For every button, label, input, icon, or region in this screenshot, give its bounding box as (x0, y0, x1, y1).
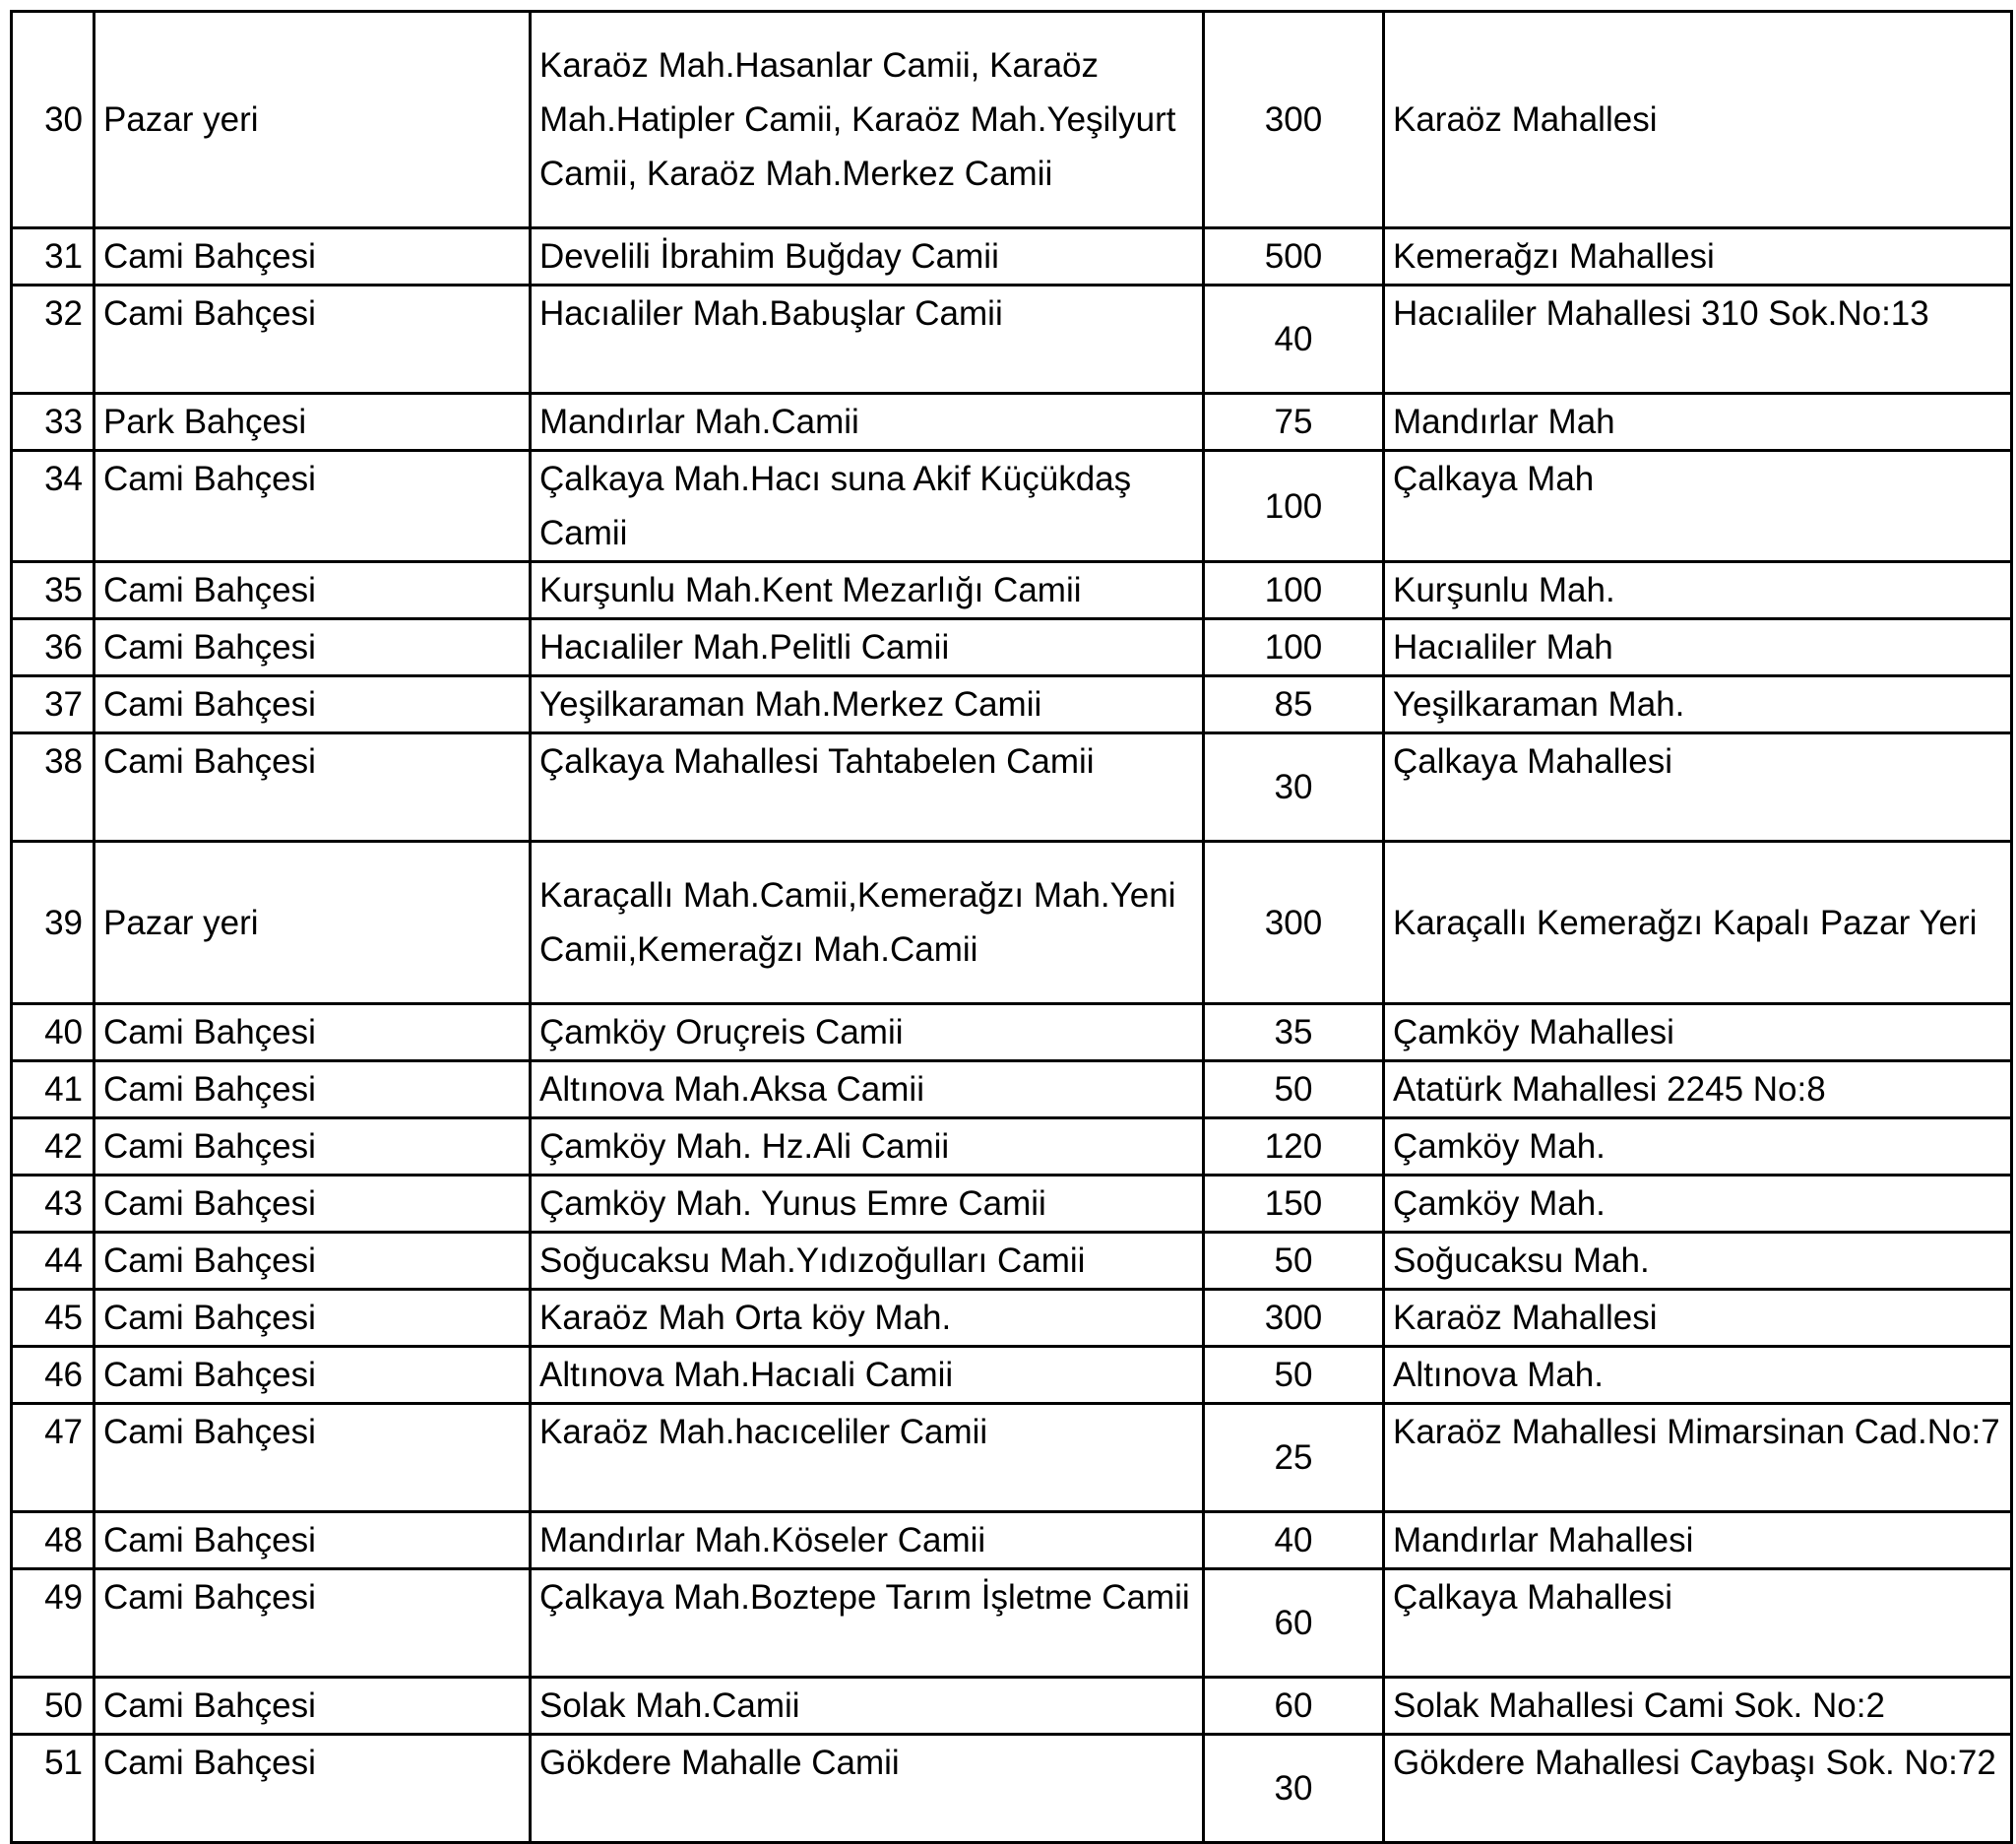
capacity-cell: 75 (1204, 394, 1384, 451)
area-type-cell: Park Bahçesi (94, 394, 531, 451)
row-number-cell: 47 (12, 1404, 94, 1512)
mosque-name-cell: Çalkaya Mah.Hacı suna Akif Küçükdaş Camii (531, 451, 1204, 562)
row-number-cell: 31 (12, 228, 94, 286)
row-number-cell: 32 (12, 286, 94, 394)
row-number-cell: 33 (12, 394, 94, 451)
capacity-cell: 50 (1204, 1061, 1384, 1118)
area-type-cell: Cami Bahçesi (94, 1512, 531, 1569)
capacity-cell: 300 (1204, 12, 1384, 228)
mosque-name-cell: Hacıaliler Mah.Pelitli Camii (531, 619, 1204, 676)
area-type-cell: Cami Bahçesi (94, 619, 531, 676)
capacity-cell: 50 (1204, 1233, 1384, 1290)
table-row (12, 1512, 2012, 1569)
mosque-name-cell: Yeşilkaraman Mah.Merkez Camii (531, 676, 1204, 733)
row-number-cell: 40 (12, 1004, 94, 1061)
capacity-cell: 60 (1204, 1569, 1384, 1678)
location-cell: Çalkaya Mahallesi (1384, 1569, 2012, 1678)
mosque-name-cell: Çamköy Mah. Hz.Ali Camii (531, 1118, 1204, 1176)
location-cell: Yeşilkaraman Mah. (1384, 676, 2012, 733)
table-row (12, 1176, 2012, 1233)
capacity-cell: 60 (1204, 1678, 1384, 1735)
capacity-cell: 30 (1204, 1735, 1384, 1843)
row-number-cell: 35 (12, 562, 94, 619)
location-cell: Solak Mahallesi Cami Sok. No:2 (1384, 1678, 2012, 1735)
area-type-cell: Cami Bahçesi (94, 1404, 531, 1512)
area-type-cell: Cami Bahçesi (94, 451, 531, 562)
area-type-cell: Cami Bahçesi (94, 1735, 531, 1843)
row-number-cell: 37 (12, 676, 94, 733)
mosque-name-cell: Çalkaya Mah.Boztepe Tarım İşletme Camii (531, 1569, 1204, 1678)
mosque-name-cell: Altınova Mah.Aksa Camii (531, 1061, 1204, 1118)
location-cell: Mandırlar Mahallesi (1384, 1512, 2012, 1569)
row-number-cell: 51 (12, 1735, 94, 1843)
table-row (12, 394, 2012, 451)
table-row (12, 451, 2012, 562)
mosque-name-cell: Karaöz Mah Orta köy Mah. (531, 1290, 1204, 1347)
location-cell: Çalkaya Mahallesi (1384, 733, 2012, 842)
area-type-cell: Cami Bahçesi (94, 676, 531, 733)
row-number-cell: 39 (12, 842, 94, 1004)
row-number-cell: 50 (12, 1678, 94, 1735)
location-cell: Hacıaliler Mah (1384, 619, 2012, 676)
capacity-cell: 150 (1204, 1176, 1384, 1233)
area-type-cell: Cami Bahçesi (94, 1569, 531, 1678)
location-cell: Çamköy Mah. (1384, 1118, 2012, 1176)
mosque-name-cell: Hacıaliler Mah.Babuşlar Camii (531, 286, 1204, 394)
capacity-cell: 120 (1204, 1118, 1384, 1176)
location-cell: Atatürk Mahallesi 2245 No:8 (1384, 1061, 2012, 1118)
location-cell: Soğucaksu Mah. (1384, 1233, 2012, 1290)
location-cell: Çamköy Mah. (1384, 1176, 2012, 1233)
capacity-cell: 100 (1204, 451, 1384, 562)
capacity-cell: 30 (1204, 733, 1384, 842)
capacity-cell: 100 (1204, 562, 1384, 619)
area-type-cell: Cami Bahçesi (94, 1347, 531, 1404)
location-cell: Karaçallı Kemerağzı Kapalı Pazar Yeri (1384, 842, 2012, 1004)
table-row (12, 1735, 2012, 1843)
table-row (12, 1004, 2012, 1061)
table-row (12, 676, 2012, 733)
mosque-name-cell: Mandırlar Mah.Köseler Camii (531, 1512, 1204, 1569)
area-type-cell: Cami Bahçesi (94, 562, 531, 619)
mosque-name-cell: Karaöz Mah.Hasanlar Camii, Karaöz Mah.Hatipler Camii, Karaöz Mah.Yeşilyurt Camii, Karaöz Mah.Merkez Camii (531, 12, 1204, 228)
row-number-cell: 42 (12, 1118, 94, 1176)
location-cell: Kurşunlu Mah. (1384, 562, 2012, 619)
row-number-cell: 43 (12, 1176, 94, 1233)
area-type-cell: Cami Bahçesi (94, 1290, 531, 1347)
table-row (12, 1233, 2012, 1290)
area-type-cell: Cami Bahçesi (94, 228, 531, 286)
mosque-name-cell: Develili İbrahim Buğday Camii (531, 228, 1204, 286)
area-type-cell: Cami Bahçesi (94, 286, 531, 394)
area-type-cell: Pazar yeri (94, 842, 531, 1004)
area-type-cell: Cami Bahçesi (94, 1061, 531, 1118)
location-cell: Altınova Mah. (1384, 1347, 2012, 1404)
location-cell: Hacıaliler Mahallesi 310 Sok.No:13 (1384, 286, 2012, 394)
mosque-name-cell: Soğucaksu Mah.Yıdızoğulları Camii (531, 1233, 1204, 1290)
table-row (12, 1061, 2012, 1118)
capacity-cell: 50 (1204, 1347, 1384, 1404)
location-cell: Çamköy Mahallesi (1384, 1004, 2012, 1061)
table-row (12, 1569, 2012, 1678)
area-type-cell: Pazar yeri (94, 12, 531, 228)
mosque-name-cell: Altınova Mah.Hacıali Camii (531, 1347, 1204, 1404)
row-number-cell: 48 (12, 1512, 94, 1569)
table-row (12, 286, 2012, 394)
row-number-cell: 38 (12, 733, 94, 842)
area-type-cell: Cami Bahçesi (94, 1118, 531, 1176)
location-cell: Mandırlar Mah (1384, 394, 2012, 451)
row-number-cell: 34 (12, 451, 94, 562)
capacity-cell: 25 (1204, 1404, 1384, 1512)
area-type-cell: Cami Bahçesi (94, 1233, 531, 1290)
row-number-cell: 49 (12, 1569, 94, 1678)
table-row (12, 1404, 2012, 1512)
row-number-cell: 41 (12, 1061, 94, 1118)
mosque-name-cell: Gökdere Mahalle Camii (531, 1735, 1204, 1843)
row-number-cell: 30 (12, 12, 94, 228)
table-row (12, 562, 2012, 619)
row-number-cell: 45 (12, 1290, 94, 1347)
area-type-cell: Cami Bahçesi (94, 1004, 531, 1061)
mosque-name-cell: Mandırlar Mah.Camii (531, 394, 1204, 451)
location-cell: Gökdere Mahallesi Caybaşı Sok. No:72 (1384, 1735, 2012, 1843)
mosque-name-cell: Çalkaya Mahallesi Tahtabelen Camii (531, 733, 1204, 842)
table-body (12, 12, 2012, 1843)
location-cell: Karaöz Mahallesi (1384, 1290, 2012, 1347)
table-row (12, 1678, 2012, 1735)
mosque-name-cell: Solak Mah.Camii (531, 1678, 1204, 1735)
area-type-cell: Cami Bahçesi (94, 733, 531, 842)
mosque-name-cell: Çamköy Oruçreis Camii (531, 1004, 1204, 1061)
capacity-cell: 35 (1204, 1004, 1384, 1061)
mosque-name-cell: Karaöz Mah.hacıceliler Camii (531, 1404, 1204, 1512)
table-row (12, 733, 2012, 842)
mosque-name-cell: Çamköy Mah. Yunus Emre Camii (531, 1176, 1204, 1233)
table-row (12, 1290, 2012, 1347)
capacity-cell: 300 (1204, 1290, 1384, 1347)
table-row (12, 619, 2012, 676)
capacity-cell: 100 (1204, 619, 1384, 676)
capacity-cell: 300 (1204, 842, 1384, 1004)
data-table (10, 10, 2013, 1844)
row-number-cell: 46 (12, 1347, 94, 1404)
area-type-cell: Cami Bahçesi (94, 1176, 531, 1233)
capacity-cell: 85 (1204, 676, 1384, 733)
capacity-cell: 40 (1204, 1512, 1384, 1569)
row-number-cell: 44 (12, 1233, 94, 1290)
row-number-cell: 36 (12, 619, 94, 676)
capacity-cell: 40 (1204, 286, 1384, 394)
location-cell: Çalkaya Mah (1384, 451, 2012, 562)
location-cell: Karaöz Mahallesi (1384, 12, 2012, 228)
mosque-name-cell: Kurşunlu Mah.Kent Mezarlığı Camii (531, 562, 1204, 619)
mosque-name-cell: Karaçallı Mah.Camii,Kemerağzı Mah.Yeni Camii,Kemerağzı Mah.Camii (531, 842, 1204, 1004)
location-cell: Karaöz Mahallesi Mimarsinan Cad.No:7 (1384, 1404, 2012, 1512)
area-type-cell: Cami Bahçesi (94, 1678, 531, 1735)
table-row (12, 842, 2012, 1004)
table-row (12, 1347, 2012, 1404)
table-row (12, 1118, 2012, 1176)
location-cell: Kemerağzı Mahallesi (1384, 228, 2012, 286)
table-row (12, 12, 2012, 228)
capacity-cell: 500 (1204, 228, 1384, 286)
table-row (12, 228, 2012, 286)
